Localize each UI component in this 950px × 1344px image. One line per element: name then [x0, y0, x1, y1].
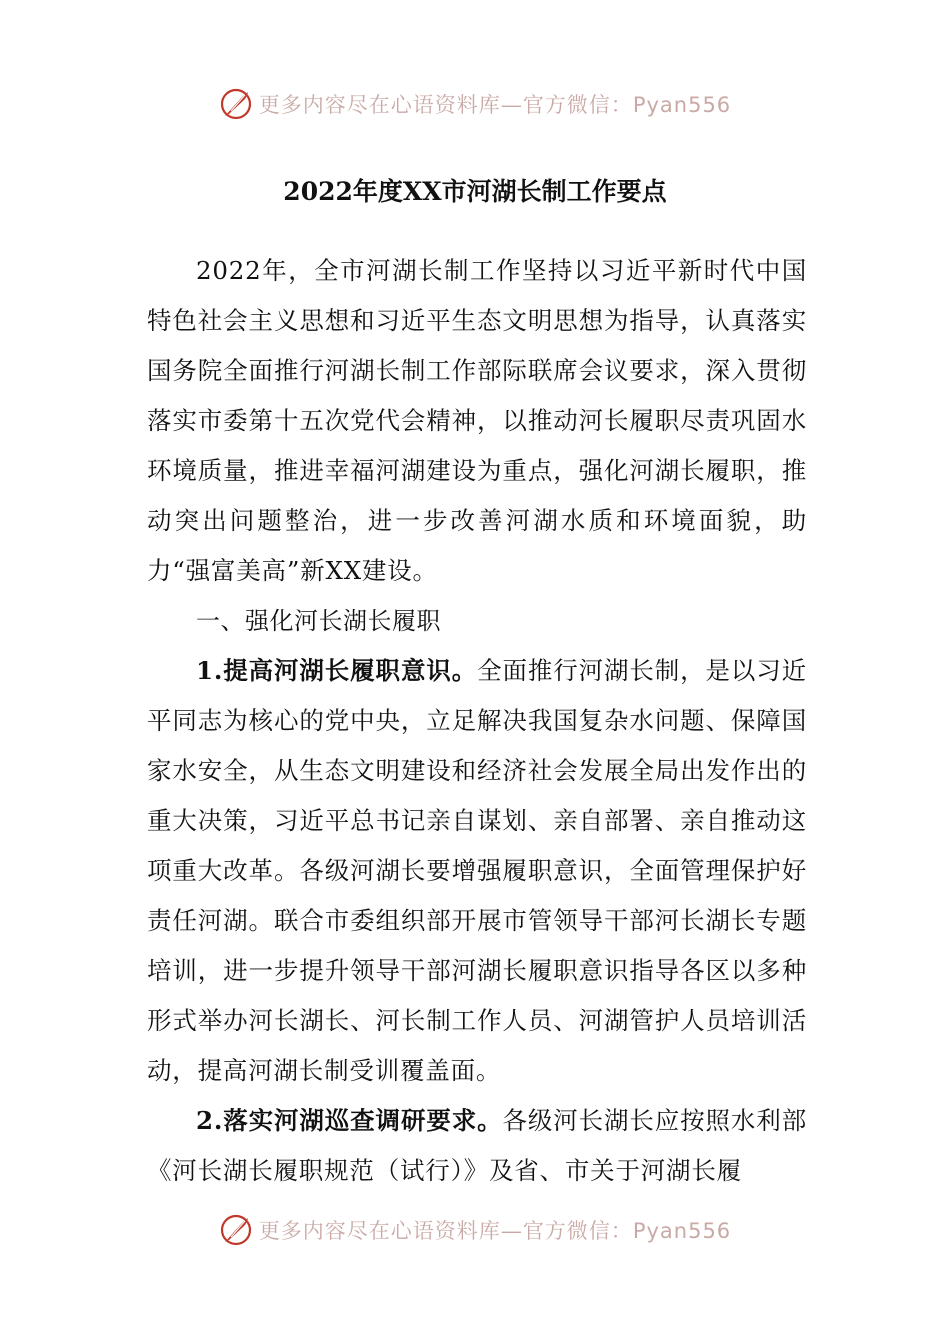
item-1-paragraph: [147, 646, 807, 1096]
quill-logo-icon: [219, 1213, 253, 1247]
item-1-text: 全面推行河湖长制，是以习近平同志为核心的党中央，立足解决我国复杂水问题、保障国家水安全，从生态文明建设和经济社会发展全局出发作出的重大决策，习近平总书记亲自谋划、亲自部署、亲自推动这项重大改革。各级河湖长要增强履职意识，全面管理保护好责任河湖。联合市委组织部开展市管领导干部河长湖长专题培训，进一步提升领导干部河湖长履职意识指导各区以多种形式举办河长湖长、河长制工作人员、河湖管护人员培训活动，提高河湖长制受训覆盖面。: [147, 656, 807, 1085]
header-banner: [0, 84, 950, 124]
banner-wechat-label: 官方微信：: [522, 1219, 633, 1243]
section-heading: 一、强化河长湖长履职: [196, 607, 441, 635]
quill-logo-icon: [219, 87, 253, 121]
item-2-text: 各级河长湖长应按照水利部《河长湖长履职规范（试行）》及省、市关于河湖长履: [147, 1106, 807, 1185]
banner-text: [259, 89, 731, 119]
footer-banner: [0, 1210, 950, 1250]
banner-separator: —: [500, 93, 523, 117]
banner-wechat-label: 官方微信：: [522, 93, 633, 117]
item-2-paragraph: [147, 1096, 807, 1196]
item-1-lead: 1.提高河湖长履职意识。: [196, 656, 478, 685]
banner-slogan: 更多内容尽在心语资料库: [258, 1219, 501, 1243]
banner-wechat-id: Pyan556: [632, 1219, 732, 1243]
document-body: [147, 246, 807, 1196]
document-title: 2022年度XX市河湖长制工作要点: [283, 177, 667, 206]
banner-slogan: 更多内容尽在心语资料库: [258, 93, 501, 117]
banner-text: [259, 1215, 731, 1245]
banner-wechat-id: Pyan556: [632, 93, 732, 117]
item-2-lead: 2.落实河湖巡查调研要求。: [196, 1106, 503, 1135]
banner-separator: —: [500, 1219, 523, 1243]
intro-paragraph: 2022年，全市河湖长制工作坚持以习近平新时代中国特色社会主义思想和习近平生态文明思想为指导，认真落实国务院全面推行河湖长制工作部际联席会议要求，深入贯彻落实市委第十五次党代会精神，以推动河长履职尽责巩固水环境质量，推进幸福河湖建设为重点，强化河湖长履职，推动突出问题整治，进一步改善河湖水质和环境面貌，助力“强富美高”新XX建设。: [147, 256, 807, 585]
